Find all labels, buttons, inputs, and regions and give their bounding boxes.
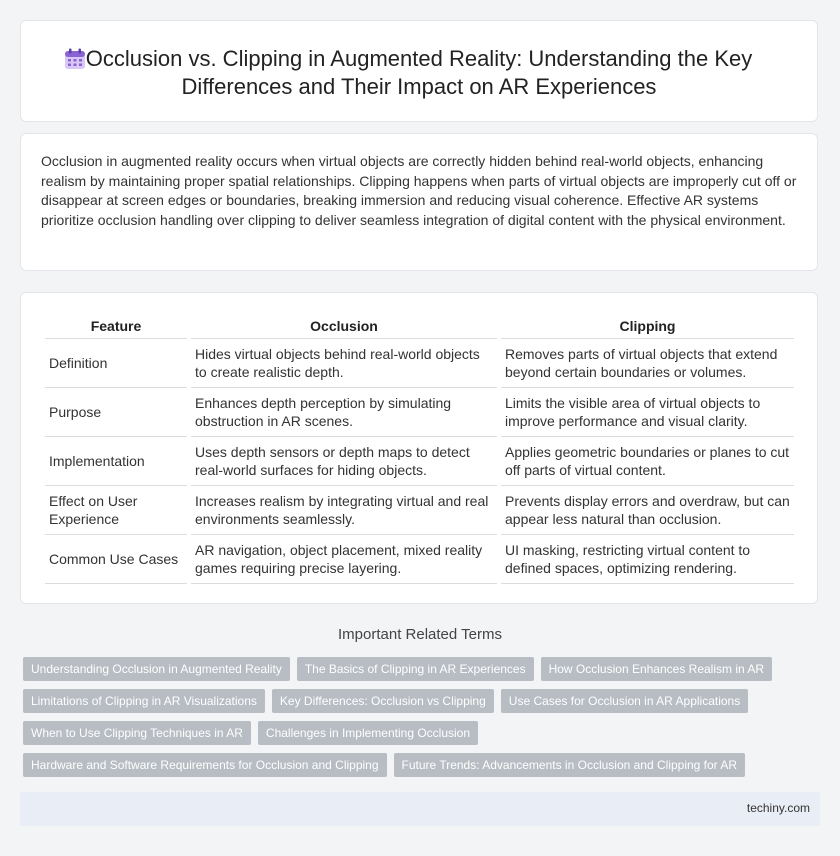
row-feature: Definition [45, 339, 187, 388]
tag-row [23, 689, 748, 713]
row-feature: Implementation [45, 437, 187, 486]
row-occlusion: Uses depth sensors or depth maps to detect real-world surfaces for hiding objects. [191, 437, 497, 486]
tag-row [23, 657, 772, 681]
related-term-tag[interactable]: How Occlusion Enhances Realism in AR [541, 657, 772, 681]
table-header-row [45, 313, 794, 339]
table-row [45, 437, 794, 486]
table-row [45, 535, 794, 584]
related-term-tag[interactable]: When to Use Clipping Techniques in AR [23, 721, 251, 745]
page-title: Occlusion vs. Clipping in Augmented Reality: Understanding the Key Differences and Their Impact on AR Experiences [85, 46, 753, 99]
comparison-table [41, 313, 798, 584]
row-occlusion: Increases realism by integrating virtual and real environments seamlessly. [191, 486, 497, 535]
title-card [20, 20, 818, 122]
header-clipping: Clipping [501, 313, 794, 339]
related-term-tag[interactable]: Future Trends: Advancements in Occlusion and Clipping for AR [394, 753, 746, 777]
row-occlusion: AR navigation, object placement, mixed reality games requiring precise layering. [191, 535, 497, 584]
intro-card [20, 133, 818, 271]
related-term-tag[interactable]: The Basics of Clipping in AR Experiences [297, 657, 534, 681]
related-term-tag[interactable]: Key Differences: Occlusion vs Clipping [272, 689, 494, 713]
footer-site-link[interactable]: techiny.com [746, 801, 810, 815]
header-feature: Feature [45, 313, 187, 339]
table-row [45, 486, 794, 535]
table-row [45, 339, 794, 388]
intro-paragraph: Occlusion in augmented reality occurs when virtual objects are correctly hidden behind real-world objects, enhancing realism by maintaining proper spatial relationships. Clipping happens when parts of virtual objects are improperly cut off or disappear at screen edges or boundaries, breaking immersion and reducing visual coherence. Effective AR systems prioritize occlusion handling over clipping to deliver seamless integration of digital content with the physical environment. [41, 153, 797, 228]
tag-row [23, 753, 745, 777]
row-feature: Purpose [45, 388, 187, 437]
related-term-tag[interactable]: Understanding Occlusion in Augmented Reality [23, 657, 290, 681]
row-clipping: UI masking, restricting virtual content to defined spaces, optimizing rendering. [501, 535, 794, 584]
row-feature: Effect on User Experience [45, 486, 187, 535]
header-occlusion: Occlusion [191, 313, 497, 339]
row-feature: Common Use Cases [45, 535, 187, 584]
related-term-tag[interactable]: Challenges in Implementing Occlusion [258, 721, 478, 745]
row-clipping: Applies geometric boundaries or planes to cut off parts of virtual content. [501, 437, 794, 486]
related-terms-heading: Important Related Terms [338, 626, 502, 643]
footer [20, 792, 820, 826]
row-occlusion: Hides virtual objects behind real-world objects to create realistic depth. [191, 339, 497, 388]
row-clipping: Removes parts of virtual objects that extend beyond certain boundaries or volumes. [501, 339, 794, 388]
row-clipping: Prevents display errors and overdraw, but can appear less natural than occlusion. [501, 486, 794, 535]
row-clipping: Limits the visible area of virtual objects to improve performance and visual clarity. [501, 388, 794, 437]
table-row [45, 388, 794, 437]
related-term-tag[interactable]: Hardware and Software Requirements for Occlusion and Clipping [23, 753, 387, 777]
related-term-tag[interactable]: Limitations of Clipping in AR Visualizations [23, 689, 265, 713]
related-term-tag[interactable]: Use Cases for Occlusion in AR Applications [501, 689, 748, 713]
comparison-card [20, 292, 818, 604]
row-occlusion: Enhances depth perception by simulating obstruction in AR scenes. [191, 388, 497, 437]
tag-row [23, 721, 478, 745]
